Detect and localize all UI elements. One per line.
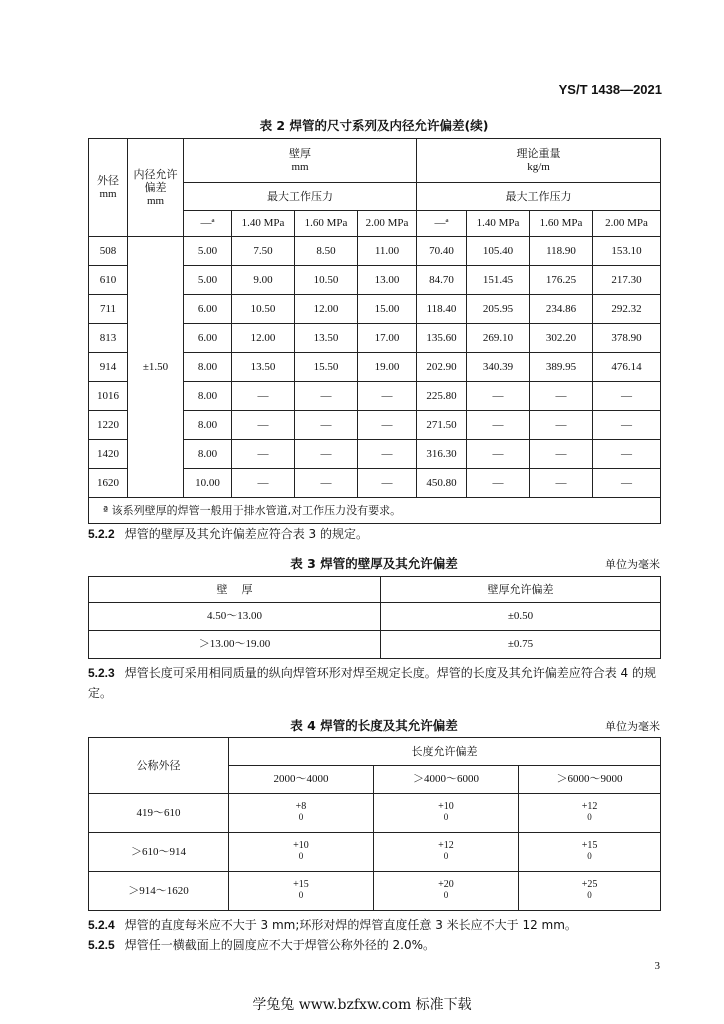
clause-5-2-3: 5.2.3 焊管长度可采用相同质量的纵向焊管环形对焊至规定长度。焊管的长度及其允许偏差应符合表 4 的规定。 <box>88 666 656 700</box>
thickness-pressure-3: 2.00 MPa <box>358 211 417 237</box>
value-cell: 13.50 <box>295 324 358 353</box>
lower-tolerance: 0 <box>587 851 592 861</box>
table-row <box>89 237 661 266</box>
value-cell: 378.90 <box>593 324 661 353</box>
od-cell: 711 <box>89 295 128 324</box>
tolerance-header: 内径允许偏差 mm <box>128 139 184 237</box>
value-cell: 5.00 <box>184 237 232 266</box>
upper-tolerance: +20 <box>438 879 454 890</box>
value-cell: — <box>358 382 417 411</box>
value-cell: 15.50 <box>295 353 358 382</box>
value-cell: 12.00 <box>295 295 358 324</box>
upper-tolerance: +8 <box>295 801 307 812</box>
weight-pressure-1: 1.40 MPa <box>467 211 530 237</box>
thickness-tolerance-cell: ±0.75 <box>381 631 661 659</box>
value-cell: — <box>232 440 295 469</box>
value-cell: 7.50 <box>232 237 295 266</box>
value-cell: 153.10 <box>593 237 661 266</box>
tolerance-stack <box>293 841 309 861</box>
value-cell: 105.40 <box>467 237 530 266</box>
value-cell: 10.00 <box>184 469 232 498</box>
value-cell: — <box>467 411 530 440</box>
tolerance-cell: ±1.50 <box>128 237 184 498</box>
lower-tolerance: 0 <box>298 890 304 900</box>
value-cell: — <box>530 382 593 411</box>
value-cell: 70.40 <box>417 237 467 266</box>
value-cell: 6.00 <box>184 295 232 324</box>
upper-tolerance: +25 <box>581 879 598 890</box>
od-cell: 508 <box>89 237 128 266</box>
value-cell: — <box>593 469 661 498</box>
table4-unit: 单位为毫米 <box>605 720 660 733</box>
value-cell: — <box>358 411 417 440</box>
tolerance-stack <box>582 802 598 822</box>
od-cell: 1220 <box>89 411 128 440</box>
table2-footnote: ª 该系列壁厚的焊管一般用于排水管道,对工作压力没有要求。 <box>89 498 661 524</box>
tolerance-stack <box>296 802 307 822</box>
length-tolerance-cell <box>229 833 374 872</box>
value-cell: 13.50 <box>232 353 295 382</box>
upper-tolerance: +10 <box>438 801 454 812</box>
value-cell: 8.00 <box>184 353 232 382</box>
table3-caption: 表 3 焊管的壁厚及其允许偏差 <box>290 556 458 571</box>
value-cell: 8.00 <box>184 440 232 469</box>
nominal-od-cell: ＞610～914 <box>89 833 229 872</box>
value-cell: — <box>593 382 661 411</box>
value-cell: 84.70 <box>417 266 467 295</box>
table4-caption: 表 4 焊管的长度及其允许偏差 <box>290 718 458 733</box>
upper-tolerance: +12 <box>438 840 454 851</box>
length-tolerance-cell <box>519 833 661 872</box>
value-cell: — <box>295 440 358 469</box>
value-cell: 8.00 <box>184 411 232 440</box>
value-cell: — <box>358 469 417 498</box>
length-tolerance-cell <box>374 794 519 833</box>
value-cell: 202.90 <box>417 353 467 382</box>
od-cell: 914 <box>89 353 128 382</box>
value-cell: 271.50 <box>417 411 467 440</box>
value-cell: 135.60 <box>417 324 467 353</box>
value-cell: 11.00 <box>358 237 417 266</box>
nominal-od-cell: 419～610 <box>89 794 229 833</box>
value-cell: — <box>295 411 358 440</box>
lower-tolerance: 0 <box>587 890 592 900</box>
value-cell: 118.40 <box>417 295 467 324</box>
value-cell: — <box>295 382 358 411</box>
upper-tolerance: +10 <box>293 840 309 851</box>
value-cell: 15.00 <box>358 295 417 324</box>
upper-tolerance: +15 <box>293 879 309 890</box>
table3-unit: 单位为毫米 <box>605 558 660 571</box>
length-tolerance-cell <box>374 872 519 911</box>
length-tolerance-cell <box>519 794 661 833</box>
value-cell: — <box>530 411 593 440</box>
value-cell: — <box>593 440 661 469</box>
value-cell: 225.80 <box>417 382 467 411</box>
od-header: 外径 mm <box>89 139 128 237</box>
od-cell: 1420 <box>89 440 128 469</box>
table2 <box>88 138 661 524</box>
value-cell: 450.80 <box>417 469 467 498</box>
value-cell: 151.45 <box>467 266 530 295</box>
value-cell: 234.86 <box>530 295 593 324</box>
tolerance-stack <box>438 880 454 900</box>
lower-tolerance: 0 <box>298 851 304 861</box>
value-cell: 17.00 <box>358 324 417 353</box>
thickness-pressure-2: 1.60 MPa <box>295 211 358 237</box>
table-row <box>89 872 661 911</box>
tolerance-stack <box>438 802 454 822</box>
value-cell: 269.10 <box>467 324 530 353</box>
thickness-pressure-1: 1.40 MPa <box>232 211 295 237</box>
value-cell: — <box>467 440 530 469</box>
tolerance-stack <box>582 841 598 861</box>
table2-caption: 表 2 焊管的尺寸系列及内径允许偏差(续) <box>259 118 489 133</box>
weight-pressure-0: —ª <box>417 211 467 237</box>
value-cell: — <box>232 382 295 411</box>
value-cell: 176.25 <box>530 266 593 295</box>
lower-tolerance: 0 <box>443 851 449 861</box>
table-row <box>89 794 661 833</box>
length-tolerance-cell <box>229 794 374 833</box>
standard-code: YS/T 1438—2021 <box>558 82 662 97</box>
value-cell: 340.39 <box>467 353 530 382</box>
clause-5-2-5: 5.2.5 焊管任一横截面上的圆度应不大于焊管公称外径的 2.0%。 <box>88 938 436 952</box>
value-cell: — <box>530 440 593 469</box>
value-cell: — <box>232 469 295 498</box>
value-cell: 10.50 <box>232 295 295 324</box>
value-cell: — <box>467 469 530 498</box>
od-cell: 610 <box>89 266 128 295</box>
value-cell: — <box>358 440 417 469</box>
od-cell: 1016 <box>89 382 128 411</box>
nominal-od-cell: ＞914～1620 <box>89 872 229 911</box>
nominal-od-header: 公称外径 <box>89 738 229 794</box>
value-cell: 292.32 <box>593 295 661 324</box>
od-cell: 813 <box>89 324 128 353</box>
value-cell: 12.00 <box>232 324 295 353</box>
length-range-0: 2000～4000 <box>229 766 374 794</box>
value-cell: 302.20 <box>530 324 593 353</box>
value-cell: — <box>593 411 661 440</box>
value-cell: 9.00 <box>232 266 295 295</box>
table-row <box>89 603 661 631</box>
lower-tolerance: 0 <box>443 890 449 900</box>
lower-tolerance: 0 <box>587 812 592 822</box>
upper-tolerance: +12 <box>581 801 598 812</box>
weight-group-header: 理论重量 kg/m <box>417 139 661 183</box>
page-number: 3 <box>654 960 660 972</box>
watermark-footer: 学兔兔 www.bzfxw.com 标准下载 <box>252 997 472 1013</box>
value-cell: 6.00 <box>184 324 232 353</box>
lower-tolerance: 0 <box>298 812 304 822</box>
thickness-header: 壁 厚 <box>89 577 381 603</box>
value-cell: 8.00 <box>184 382 232 411</box>
length-range-2: ＞6000～9000 <box>519 766 661 794</box>
value-cell: 118.90 <box>530 237 593 266</box>
thickness-tolerance-cell: ±0.50 <box>381 603 661 631</box>
table4 <box>88 737 661 911</box>
length-tolerance-cell <box>519 872 661 911</box>
value-cell: 205.95 <box>467 295 530 324</box>
weight-pressure-2: 1.60 MPa <box>530 211 593 237</box>
value-cell: 217.30 <box>593 266 661 295</box>
value-cell: 316.30 <box>417 440 467 469</box>
value-cell: — <box>232 411 295 440</box>
tolerance-stack <box>438 841 454 861</box>
length-tolerance-cell <box>374 833 519 872</box>
thickness-pressure-header: 最大工作压力 <box>184 183 417 211</box>
table-row <box>89 631 661 659</box>
thickness-range-cell: 4.50～13.00 <box>89 603 381 631</box>
upper-tolerance: +15 <box>581 840 598 851</box>
value-cell: 10.50 <box>295 266 358 295</box>
length-range-1: ＞4000～6000 <box>374 766 519 794</box>
value-cell: — <box>467 382 530 411</box>
weight-pressure-3: 2.00 MPa <box>593 211 661 237</box>
thickness-tolerance-header: 壁厚允许偏差 <box>381 577 661 603</box>
lower-tolerance: 0 <box>443 812 449 822</box>
value-cell: — <box>295 469 358 498</box>
tolerance-stack <box>293 880 309 900</box>
thickness-group-header: 壁厚 mm <box>184 139 417 183</box>
thickness-range-cell: ＞13.00～19.00 <box>89 631 381 659</box>
value-cell: 8.50 <box>295 237 358 266</box>
tolerance-stack <box>582 880 598 900</box>
table-row <box>89 833 661 872</box>
clause-5-2-4: 5.2.4 焊管的直度每米应不大于 3 mm;环形对焊的焊管直度任意 3 米长应不大于 12 mm。 <box>88 918 577 932</box>
value-cell: 476.14 <box>593 353 661 382</box>
value-cell: 389.95 <box>530 353 593 382</box>
value-cell: 19.00 <box>358 353 417 382</box>
clause-5-2-2: 5.2.2 焊管的壁厚及其允许偏差应符合表 3 的规定。 <box>88 527 368 541</box>
value-cell: 13.00 <box>358 266 417 295</box>
value-cell: — <box>530 469 593 498</box>
length-tolerance-header: 长度允许偏差 <box>229 738 661 766</box>
value-cell: 5.00 <box>184 266 232 295</box>
od-cell: 1620 <box>89 469 128 498</box>
table3 <box>88 576 661 659</box>
length-tolerance-cell <box>229 872 374 911</box>
weight-pressure-header: 最大工作压力 <box>417 183 661 211</box>
thickness-pressure-0: —ª <box>184 211 232 237</box>
